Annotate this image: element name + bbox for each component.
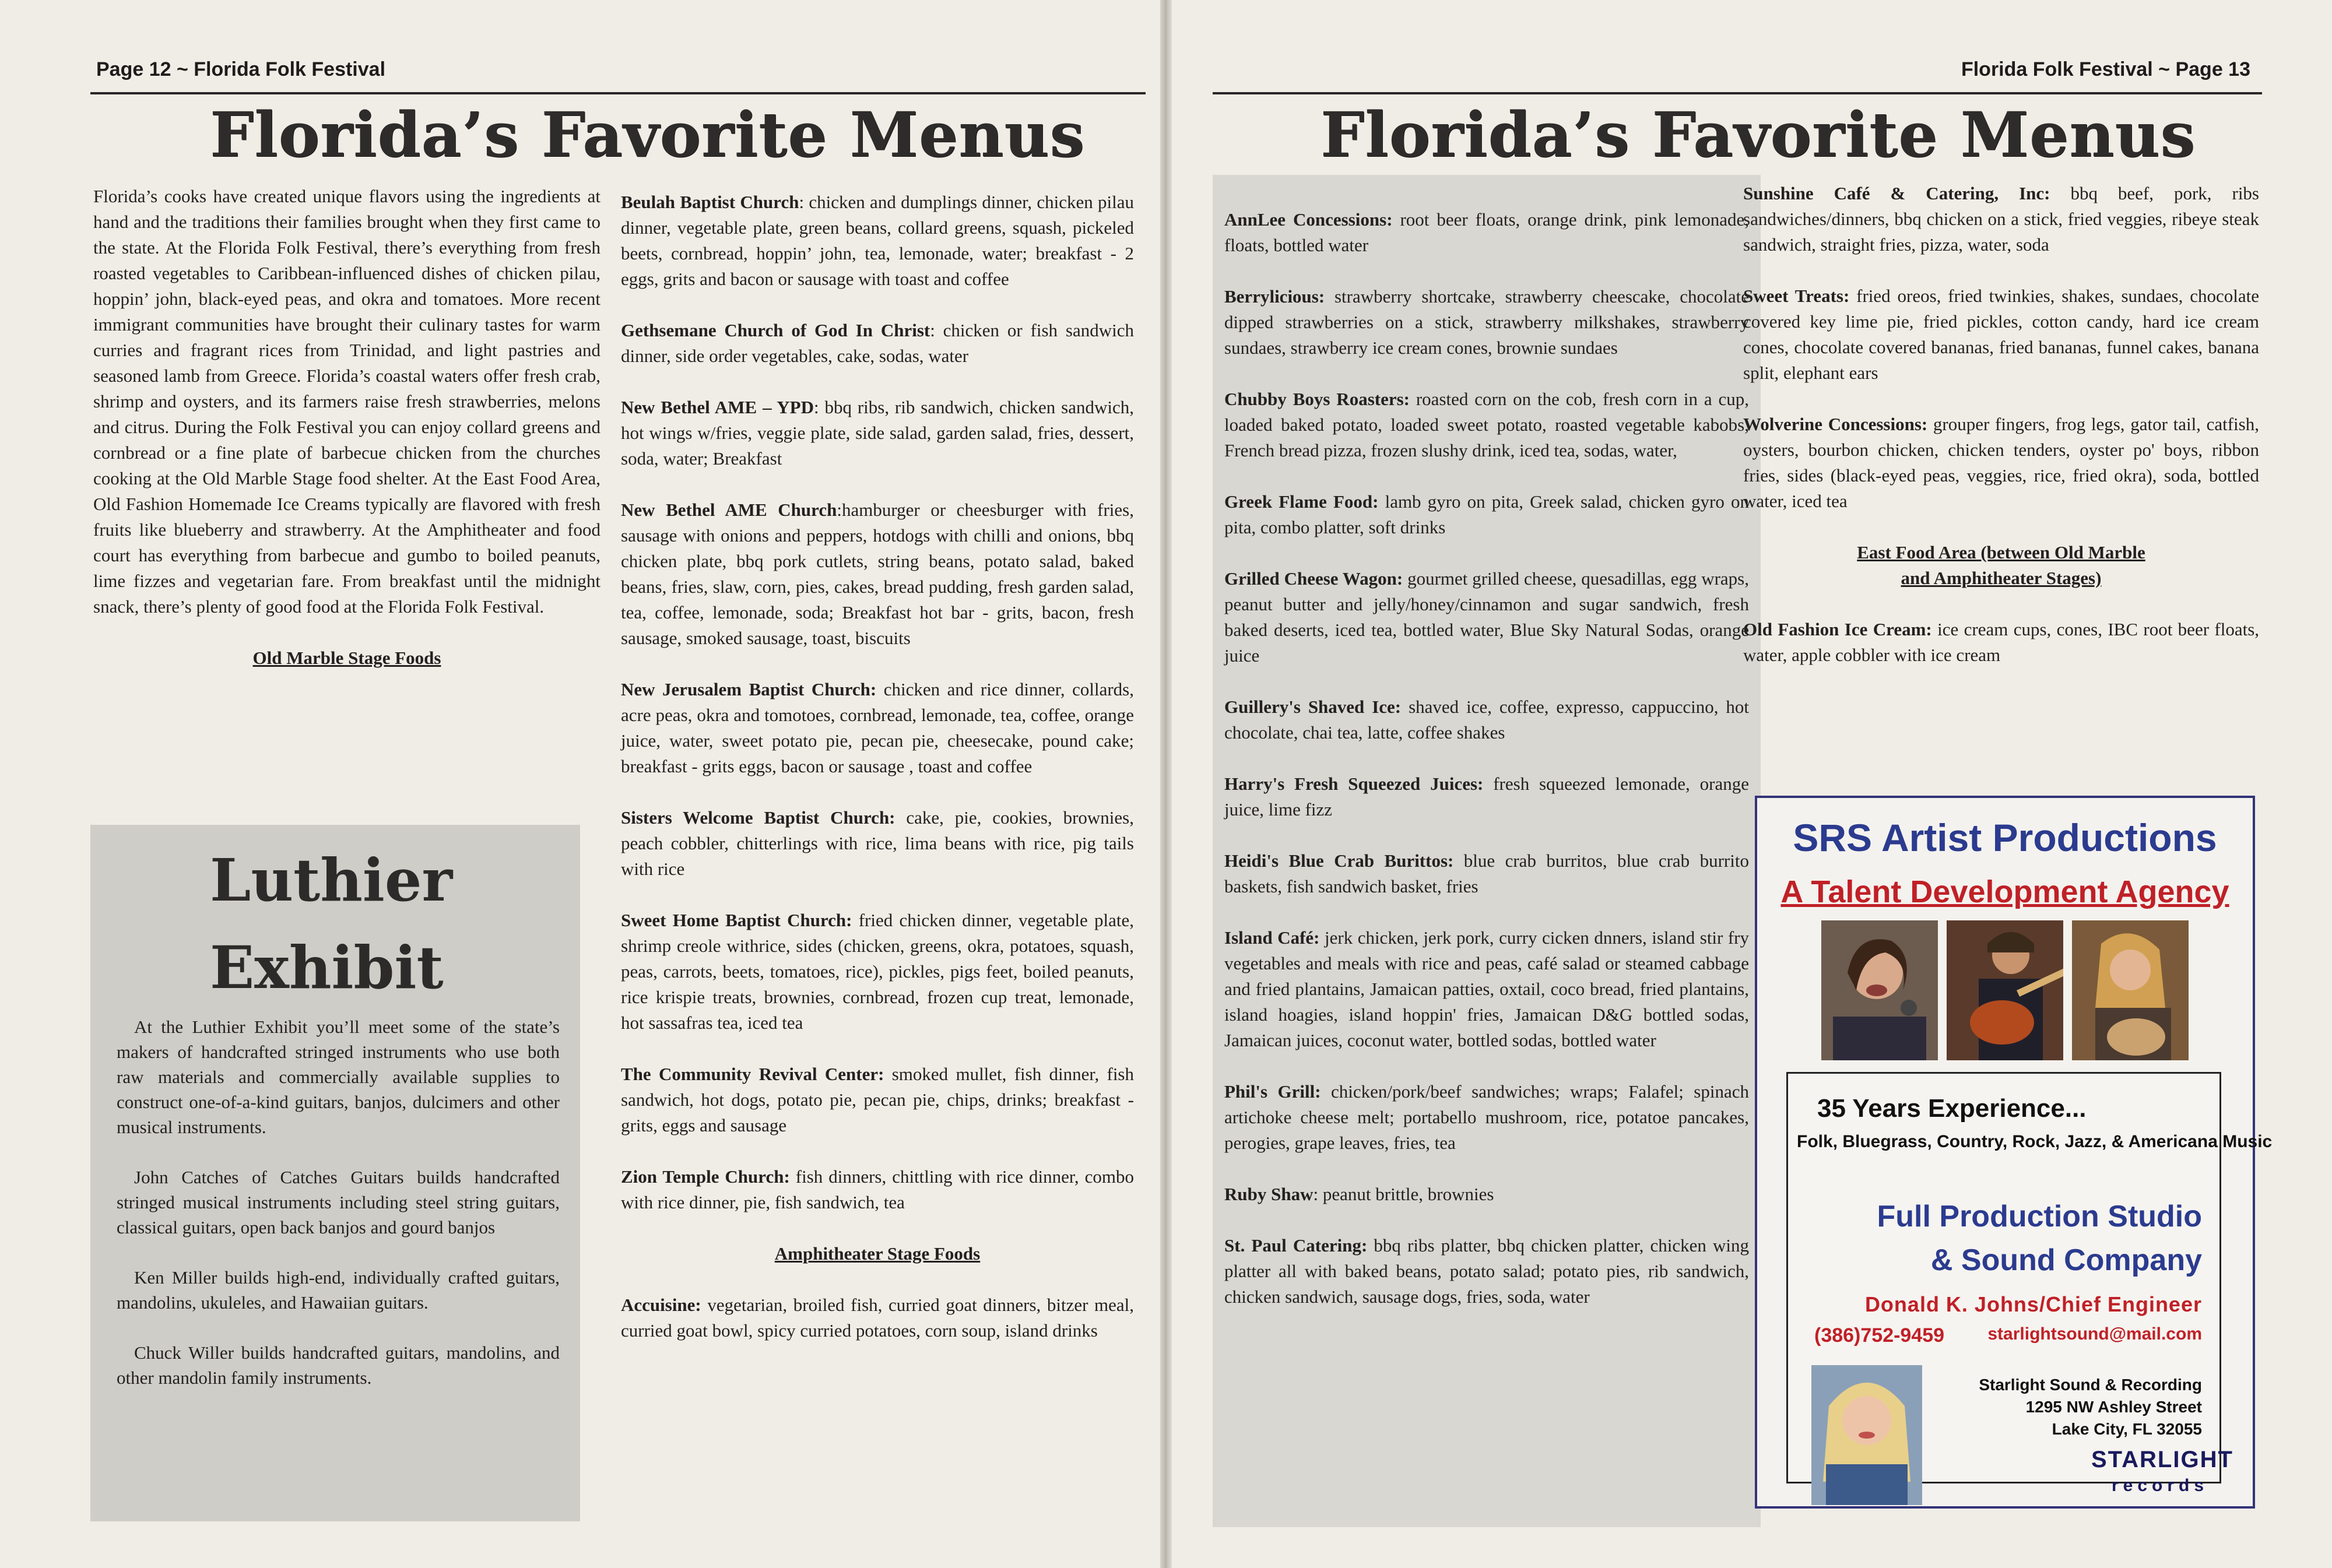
vendor-entry	[1224, 386, 1749, 463]
vendor-items: :hamburger or cheesburger with fries, sausage with onions and peppers, hotdogs with chilli and onions, bbq chicken plate, bbq pork cutlets, string beans, potato salad, baked beans, fries, slaw, corn, pies, cakes, bread pudding, fresh garden salad, tea, coffee, lemonade, soda; Breakfast hot bar - grits, bacon, fresh sausage, smoked sausage, toast, biscuits	[621, 500, 1134, 648]
old-marble-heading: Old Marble Stage Foods	[252, 648, 441, 668]
vendor-items: fried oreos, fried twinkies, shakes, sundaes, chocolate covered key lime pie, fried pickles, cotton candy, hard ice cream cones, chocolate covered bananas, fried bananas, funnel cakes, banana split, elephant ears	[1743, 286, 2259, 383]
vendor-name: Island Café:	[1224, 927, 1320, 948]
vendor-items: roasted corn on the cob, fresh corn in a cup, loaded baked potato, loaded sweet potato, roasted vegetable kabobs, French bread pizza, frozen slushy drink, iced tea, sodas, water,	[1224, 389, 1749, 460]
ad-inner-box	[1786, 1072, 2273, 1495]
intro-column	[93, 184, 600, 697]
luthier-paragraph: John Catches of Catches Guitars builds handcrafted stringed musical instruments including steel string guitars, classical guitars, open back banjos and gourd banjos	[117, 1167, 560, 1237]
vendor-name: Guillery's Shaved Ice:	[1224, 697, 1402, 717]
vendor-name: Accuisine:	[621, 1295, 701, 1315]
ad-portrait-photo	[1811, 1365, 1922, 1505]
vendor-entry	[1224, 566, 1749, 669]
vendor-entry	[621, 908, 1134, 1036]
vendor-entry	[1224, 925, 1749, 1053]
right-folio: Florida Folk Festival ~ Page 13	[1961, 58, 2250, 80]
vendor-entry	[1224, 489, 1749, 540]
left-page-title: Florida’s Favorite Menus	[210, 98, 1086, 171]
vendor-name: Sisters Welcome Baptist Church:	[621, 807, 895, 828]
records-label: records	[2112, 1476, 2209, 1495]
vendor-items: chicken and rice dinner, collards, acre peas, okra and tomotoes, cornbread, lemonade, tea, coffee, orange juice, water, sweet potato pie, pecan pie, cheesecake, pound cake; breakfast - grits eggs, bacon or sausage , toast and coffee	[621, 679, 1134, 776]
right-page-title: Florida’s Favorite Menus	[1320, 98, 2196, 171]
ad-genres: Folk, Bluegrass, Country, Rock, Jazz, & Americana Music	[1797, 1132, 2273, 1151]
vendor-name: Chubby Boys Roasters:	[1224, 389, 1410, 409]
starlight-label: STARLIGHT	[2091, 1447, 2233, 1472]
vendor-items: : chicken and dumplings dinner, chicken pilau dinner, vegetable plate, green beans, collard greens, squash, pickeled beets, cornbread, hoppin’ john, tea, lemonade, water; breakfast - 2 eggs, grits and bacon or sausage with toast and coffee	[621, 192, 1135, 289]
luthier-paragraph: At the Luthier Exhibit you’ll meet some of the state’s makers of handcrafted stringed instruments who use both raw materials and commercially available supplies to construct one-of-a-kind guitars, banjos, dulcimers and other musical instruments.	[117, 1017, 560, 1137]
vendor-items: : peanut brittle, brownies	[1313, 1184, 1494, 1204]
vendor-name: Harry's Fresh Squeezed Juices:	[1224, 774, 1484, 794]
vendor-items: root beer floats, orange drink, pink lemonade, floats, bottled water	[1224, 209, 1749, 255]
vendor-entry	[621, 1292, 1134, 1344]
vendor-name: Berrylicious:	[1224, 286, 1325, 307]
vendor-entry	[621, 677, 1134, 779]
left-header-rule	[90, 92, 1146, 94]
vendor-name: New Jerusalem Baptist Church:	[621, 679, 877, 699]
vendor-entry	[1224, 771, 1749, 822]
vendor-name: Sunshine Café & Catering, Inc:	[1743, 183, 2050, 203]
vendor-items: jerk chicken, jerk pork, curry cicken dnners, island stir fry vegetables and meals with rice and peas, café salad or steamed cabbage and fried plantains, Jamaican patties, oxtail, coco bread, fried plantains, island hoagies, island hoppin' fries, Jamaican D&G bottled sodas, Jamaican juices, coconut water, bottled sodas, bottled water	[1224, 927, 1750, 1050]
left-folio: Page 12 ~ Florida Folk Festival	[96, 58, 386, 80]
vendor-name: New Bethel AME – YPD	[621, 397, 814, 417]
vendor-name: The Community Revival Center:	[621, 1064, 884, 1084]
vendor-name: St. Paul Catering:	[1224, 1235, 1368, 1256]
vendor-items: fried chicken dinner, vegetable plate, shrimp creole withrice, sides (chicken, greens, okra, potatoes, squash, peas, carrots, beets, tomatoes, rice), pickles, pigs feet, boiled peanuts, rice krispie treats, brownies, cornbread, frozen cup treat, lemonade, hot sassafras tea, iced tea	[621, 910, 1134, 1033]
vendor-name: Old Fashion Ice Cream:	[1743, 619, 1932, 639]
vendor-entry	[621, 189, 1134, 292]
concessions-column-1	[1213, 175, 1761, 1527]
ad-experience: 35 Years Experience...	[1817, 1094, 2087, 1123]
vendor-name: Gethsemane Church of God In Christ	[621, 320, 930, 340]
vendor-entry	[621, 395, 1134, 472]
vendor-items: : chicken or fish sandwich dinner, side order vegetables, cake, sodas, water	[621, 320, 1134, 366]
vendor-entry	[1224, 848, 1749, 899]
east-food-heading-line2: and Amphitheater Stages)	[1901, 568, 2102, 588]
guitarist-photo	[1947, 920, 2063, 1060]
singer-photo	[1821, 920, 1938, 1060]
vendor-name: Ruby Shaw	[1224, 1184, 1313, 1204]
intro-paragraph: Florida’s cooks have created unique flavors using the ingredients at hand and the traditions their families brought when they first came to the state. At the Florida Folk Festival, there’s everything from fresh roasted vegetables to Caribbean-influenced dishes of chicken pilau, hoppin’ john, black-eyed peas, and okra and tomatoes. More recent immigrant communities have brought their culinary tastes for warm curries and fragrant rices from Trinidad, and light pastries and seasoned lamb from Greece. Florida’s coastal waters offer fresh crab, shrimp and oysters, and its farmers raise fresh strawberries, melons and citrus. During the Folk Festival you can enjoy collard greens and cornbread or a fine plate of barbecue chicken from the churches cooking at the Old Marble Stage food shelter. At the East Food Area, Old Fashion Homemade Ice Creams typically are flavored with fresh fruits like blueberry and strawberry. At the Amphitheater and food court has everything from barbecue and gumbo to boiled peanuts, lime fizzes and vegetarian fare. From breakfast until the midnight snack, there’s plenty of good food at the Florida Folk Festival.	[93, 186, 600, 617]
vendor-name: Sweet Treats:	[1743, 286, 1850, 306]
ad-studio-line2: & Sound Company	[1930, 1243, 2202, 1277]
vendor-items: blue crab burritos, blue crab burrito baskets, fish sandwich basket, fries	[1224, 850, 1749, 896]
luthier-title-line1: Luthier	[210, 846, 453, 915]
srs-artist-productions-ad	[1755, 796, 2273, 1509]
ad-phone: (386)752-9459	[1814, 1324, 1945, 1346]
vendor-entry	[1743, 181, 2259, 258]
vendor-items: vegetarian, broiled fish, curried goat dinners, bitzer meal, curried goat bowl, spicy curried potatoes, corn soup, island drinks	[621, 1295, 1134, 1341]
vendor-entry	[1224, 1182, 1749, 1207]
vendor-entry	[621, 805, 1134, 882]
luthier-title-line2: Exhibit	[210, 933, 444, 1002]
vendor-name: Wolverine Concessions:	[1743, 414, 1928, 434]
vendor-entry	[621, 1061, 1134, 1138]
ad-address-line3: Lake City, FL 32055	[2052, 1420, 2202, 1438]
vendor-entry	[1224, 1233, 1749, 1310]
vendor-items: bbq ribs platter, bbq chicken platter, chicken wing platter all with baked beans, potato salad; potato pies, rib sandwich, chicken sandwich, sausage dogs, fries, soda, water	[1224, 1235, 1749, 1307]
right-header-rule	[1213, 92, 2262, 94]
vendor-items: strawberry shortcake, strawberry cheescake, chocolate dipped strawberries on a stick, strawberry milkshakes, strawberry sundaes, strawberry ice cream cones, brownie sundaes	[1224, 286, 1749, 358]
vendor-name: AnnLee Concessions:	[1224, 209, 1393, 230]
vendor-entry	[621, 497, 1134, 651]
east-food-heading	[1743, 540, 2259, 591]
vendor-entry	[1743, 412, 2259, 514]
vendor-entry	[1224, 284, 1749, 361]
luthier-paragraph: Chuck Willer builds handcrafted guitars, mandolins, and other mandolin family instruments.	[117, 1342, 560, 1388]
vendor-entry	[1743, 617, 2259, 668]
vendor-name: New Bethel AME Church	[621, 500, 837, 520]
vendor-entry	[1224, 694, 1749, 746]
amphitheater-heading: Amphitheater Stage Foods	[774, 1243, 981, 1264]
ad-photo-strip	[1821, 920, 2189, 1060]
vendor-name: Greek Flame Food:	[1224, 491, 1379, 512]
luthier-title	[210, 836, 580, 1011]
vendor-name: Grilled Cheese Wagon:	[1224, 568, 1403, 589]
ad-email: starlightsound@mail.com	[1987, 1324, 2202, 1344]
vendor-items: cake, pie, cookies, brownies, peach cobbler, chitterlings with rice, lima beans with rice, pig tails with rice	[621, 807, 1134, 879]
vendor-items: lamb gyro on pita, Greek salad, chicken gyro on pita, combo platter, soft drinks	[1224, 491, 1749, 537]
concessions-column-2	[1743, 181, 2259, 694]
ad-subtitle: A Talent Development Agency	[1780, 874, 2229, 909]
ad-studio-line1: Full Production Studio	[1877, 1200, 2202, 1233]
vendor-items: fresh squeezed lemonade, orange juice, lime fizz	[1224, 774, 1749, 820]
page-gutter	[1160, 0, 1172, 1568]
vendor-items: shaved ice, coffee, expresso, cappuccino, hot chocolate, chai tea, latte, coffee shakes	[1224, 697, 1750, 743]
singer-with-guitar-photo	[2072, 920, 2189, 1060]
left-page	[0, 0, 1160, 1568]
vendor-entry	[1224, 207, 1749, 258]
vendor-entry	[621, 1164, 1134, 1215]
vendor-items: fish dinners, chittling with rice dinner, combo with rice dinner, pie, fish sandwich, tea	[621, 1166, 1134, 1212]
luthier-exhibit-box	[90, 825, 580, 1521]
vendor-name: Phil's Grill:	[1224, 1081, 1321, 1102]
vendor-items: chicken/pork/beef sandwiches; wraps; Falafel; spinach artichoke cheese melt; portabello mushroom, rice, potatoe pancakes, perogies, grape leaves, fries, tea	[1224, 1081, 1749, 1153]
vendor-items: : bbq ribs, rib sandwich, chicken sandwich, hot wings w/fries, veggie plate, side salad, garden salad, fries, dessert, soda, water; Breakfast	[621, 397, 1134, 469]
luthier-paragraph: Ken Miller builds high-end, individually crafted guitars, mandolins, ukuleles, and Hawaiian guitars.	[117, 1267, 560, 1313]
vendor-entry	[1224, 1079, 1749, 1156]
ad-owner: Donald K. Johns/Chief Engineer	[1864, 1292, 2202, 1316]
vendor-items: grouper fingers, frog legs, gator tail, catfish, oysters, bourbon chicken, chicken tenders, oyster po' boys, ribbon fries, sides (black-eyed peas, veggies, rice, fried okra), soda, bottled water, iced tea	[1743, 414, 2259, 511]
vendor-items: bbq beef, pork, ribs sandwiches/dinners, bbq chicken on a stick, fried veggies, ribeye steak sandwich, straight fries, pizza, water, soda	[1743, 183, 2260, 255]
ad-title: SRS Artist Productions	[1793, 816, 2217, 859]
vendor-items: ice cream cups, cones, IBC root beer floats, water, apple cobbler with ice cream	[1743, 619, 2260, 665]
east-food-heading-line1: East Food Area (between Old Marble	[1857, 542, 2145, 562]
vendor-name: Heidi's Blue Crab Burittos:	[1224, 850, 1454, 871]
vendor-entry	[1743, 283, 2259, 386]
vendor-entry	[621, 318, 1134, 369]
luthier-body	[117, 1014, 560, 1415]
ad-address	[1979, 1374, 2202, 1440]
ad-address-line2: 1295 NW Ashley Street	[2025, 1398, 2202, 1416]
vendor-name: Sweet Home Baptist Church:	[621, 910, 852, 930]
vendor-name: Beulah Baptist Church	[621, 192, 799, 212]
vendor-items: gourmet grilled cheese, quesadillas, egg wraps, peanut butter and jelly/honey/cinnamon and sugar sandwich, fresh baked deserts, iced tea, bottled water, Blue Sky Natural Sodas, orange juice	[1224, 568, 1749, 666]
church-vendors-column	[621, 189, 1134, 1369]
vendor-name: Zion Temple Church:	[621, 1166, 790, 1187]
ad-address-line1: Starlight Sound & Recording	[1979, 1376, 2202, 1394]
vendor-items: smoked mullet, fish dinner, fish sandwich, hot dogs, potato pie, pecan pie, chips, drinks; breakfast - grits, eggs and sausage	[621, 1064, 1134, 1135]
